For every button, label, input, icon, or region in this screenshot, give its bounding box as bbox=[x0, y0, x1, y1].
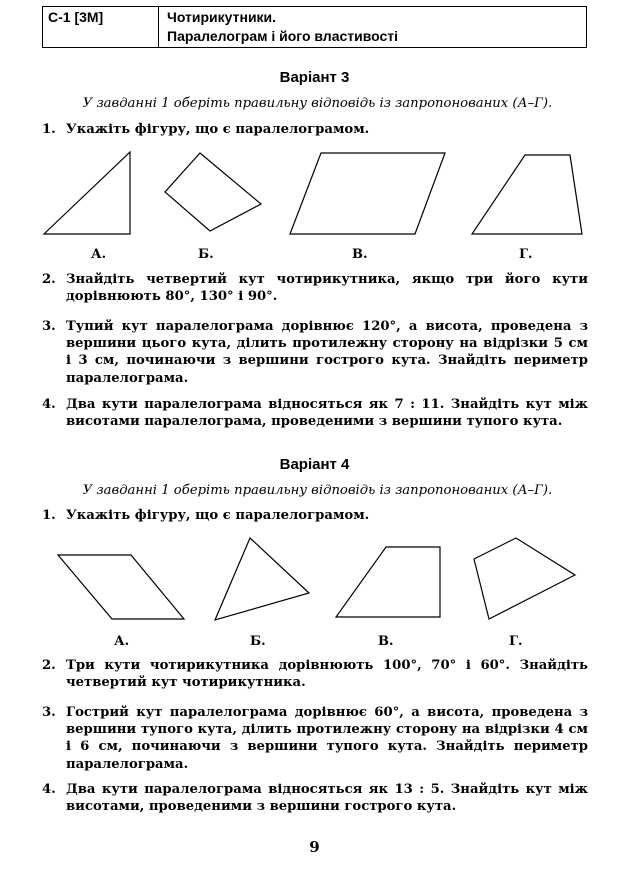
task-text: Два кути паралелограма відносяться як 7 : 11. Знайдіть кут між висотами паралелограма, проведеними з вершини тупого кута. bbox=[66, 397, 588, 430]
v3-label-c: В. bbox=[352, 247, 368, 262]
task-number: 2. bbox=[42, 658, 56, 673]
variant3-task2 bbox=[42, 271, 588, 305]
task-text: Два кути паралелограма відносяться як 13 : 5. Знайдіть кут між висотами, проведеними з вершини гострого кута. bbox=[66, 782, 588, 815]
variant3-title: Варіант 3 bbox=[279, 69, 350, 86]
page-number: 9 bbox=[309, 838, 320, 856]
v4-figure-b-triangle bbox=[215, 538, 309, 620]
variant4-title: Варіант 4 bbox=[279, 456, 350, 473]
task-text: Гострий кут паралелограма дорівнює 60°, а висота, проведена з вершини тупого кута, ділить протилежну сторону на відрізки 4 см і 6 см, починаючи з вершини тупого кута. Знайдіть периметр паралелограма. bbox=[66, 705, 588, 772]
variant4-figures bbox=[0, 528, 629, 628]
variant3-instruction: У завданні 1 оберіть правильну відповідь із запропонованих (А–Г). bbox=[82, 96, 553, 111]
variant3-task1 bbox=[42, 121, 588, 138]
task-number: 3. bbox=[42, 705, 56, 720]
v3-figure-d-trapezoid bbox=[472, 155, 582, 234]
v4-label-a: А. bbox=[114, 634, 130, 649]
v3-figure-a-triangle bbox=[44, 152, 130, 234]
v3-figure-b-quadrilateral bbox=[165, 153, 261, 231]
variant3-figures bbox=[0, 140, 629, 240]
variant4-task4 bbox=[42, 781, 588, 815]
variant4-task3 bbox=[42, 704, 588, 773]
task-text: Укажіть фігуру, що є паралелограмом. bbox=[66, 122, 370, 137]
task-text: Укажіть фігуру, що є паралелограмом. bbox=[66, 508, 370, 523]
task-text: Тупий кут паралелограма дорівнює 120°, а висота, проведена з вершини цього кута, ділить протилежну сторону на відрізки 5 см і 3 см, починаючи з вершини гострого кута. Знайдіть периметр паралелограма. bbox=[66, 319, 588, 386]
v3-label-b: Б. bbox=[198, 247, 214, 262]
task-number: 1. bbox=[42, 508, 56, 523]
task-number: 4. bbox=[42, 397, 56, 412]
task-number: 2. bbox=[42, 272, 56, 287]
v3-label-a: А. bbox=[91, 247, 107, 262]
task-number: 3. bbox=[42, 319, 56, 334]
v3-label-d: Г. bbox=[519, 247, 533, 262]
section-title-line2: Паралелограм і його властивості bbox=[167, 28, 399, 44]
variant4-task2 bbox=[42, 657, 588, 691]
v4-figure-c-trapezoid bbox=[336, 547, 440, 617]
v4-label-b: Б. bbox=[250, 634, 266, 649]
variant3-task4 bbox=[42, 396, 588, 430]
variant4-instruction: У завданні 1 оберіть правильну відповідь із запропонованих (А–Г). bbox=[82, 483, 553, 498]
task-text: Знайдіть четвертий кут чотирикутника, якщо три його кути дорівнюють 80°, 130° і 90°. bbox=[66, 272, 588, 305]
section-title-line1: Чотирикутники. bbox=[167, 9, 277, 25]
task-number: 1. bbox=[42, 122, 56, 137]
task-text: Три кути чотирикутника дорівнюють 100°, 70° і 60°. Знайдіть четвертий кут чотирикутника. bbox=[66, 658, 588, 691]
variant4-task1 bbox=[42, 507, 588, 524]
v3-figure-c-parallelogram bbox=[290, 153, 445, 234]
v4-figure-a-parallelogram bbox=[58, 555, 184, 619]
task-number: 4. bbox=[42, 782, 56, 797]
section-header bbox=[42, 6, 587, 48]
variant3-task3 bbox=[42, 318, 588, 387]
v4-label-c: В. bbox=[378, 634, 394, 649]
section-title bbox=[159, 7, 586, 47]
v4-figure-d-quadrilateral bbox=[474, 538, 575, 619]
section-code: С-1 [3М] bbox=[43, 7, 159, 47]
v4-label-d: Г. bbox=[509, 634, 523, 649]
